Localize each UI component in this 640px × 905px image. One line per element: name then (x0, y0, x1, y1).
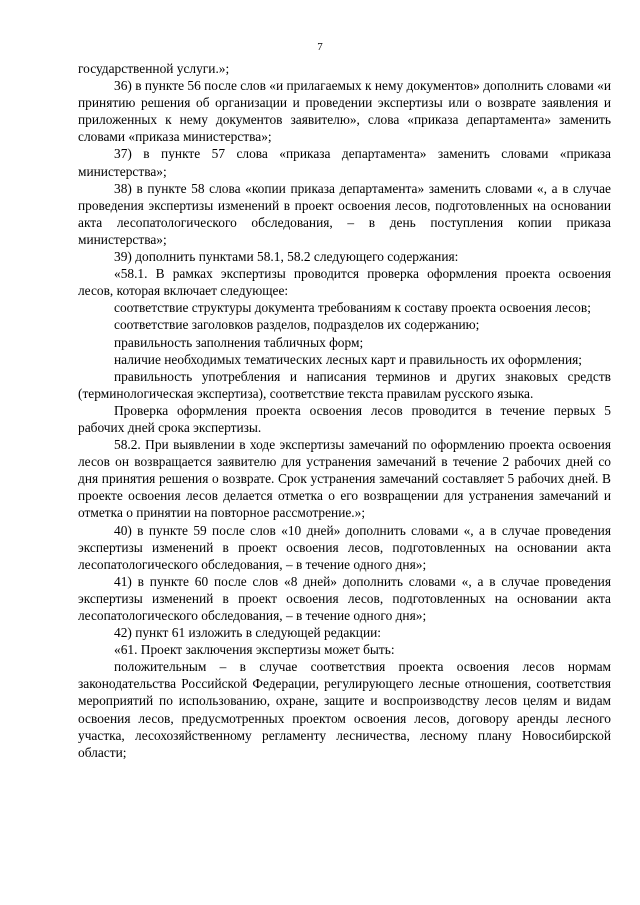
paragraph: 41) в пункте 60 после слов «8 дней» дополнить словами «, а в случае проведения экспертизы изменений в проект освоения лесов, подготовленных на основании акта лесопатологического обследования, – в течение одного дня»; (78, 573, 611, 623)
paragraph: соответствие заголовков разделов, подразделов их содержанию; (114, 317, 480, 333)
paragraph: правильность заполнения табличных форм; (114, 334, 364, 350)
paragraph: положительным – в случае соответствия проекта освоения лесов нормам законодательства Российской Федерации, регулирующего лесные отношения, соответствия мероприятий по использованию, охране, защите и воспроизводству лесов целям и видам освоения лесов, предусмотренных проектом освоения лесов, договору аренды лесного участка, лесохозяйственному регламенту лесничества, лесному плану Новосибирской области; (78, 659, 611, 760)
paragraph: наличие необходимых тематических лесных карт и правильность их оформления; (114, 351, 583, 367)
paragraph: «61. Проект заключения экспертизы может быть: (114, 642, 395, 658)
document-body (78, 60, 611, 761)
paragraph: 40) в пункте 59 после слов «10 дней» дополнить словами «, а в случае проведения экспертизы изменений в проект освоения лесов, подготовленных на основании акта лесопатологического обследования, – в течение одного дня»; (78, 522, 611, 572)
paragraph: 42) пункт 61 изложить в следующей редакции: (114, 625, 382, 641)
paragraph: 39) дополнить пунктами 58.1, 58.2 следующего содержания: (114, 249, 459, 265)
paragraph: 37) в пункте 57 слова «приказа департамента» заменить словами «приказа министерства»; (78, 146, 611, 179)
paragraph: 58.2. При выявлении в ходе экспертизы замечаний по оформлению проекта освоения лесов он возвращается заявителю для устранения замечаний в течение 2 рабочих дней со дня принятия решения о возврате. Срок устранения замечаний составляет 5 рабочих дней. В проекте освоения лесов делается отметка о его возвращении для устранения замечаний и отметка о принятии на повторное рассмотрение.»; (78, 437, 611, 521)
paragraph: правильность употребления и написания терминов и других знаковых средств (терминологическая экспертиза), соответствие текста правилам русского языка. (78, 368, 611, 401)
paragraph: 38) в пункте 58 слова «копии приказа департамента» заменить словами «, а в случае проведения экспертизы изменений в проект освоения лесов, подготовленных на основании акта лесопатологического обследования, – в день поступления копии приказа министерства»; (78, 180, 611, 247)
paragraph: Проверка оформления проекта освоения лесов проводится в течение первых 5 рабочих дней срока экспертизы. (78, 402, 611, 435)
paragraph: соответствие структуры документа требованиям к составу проекта освоения лесов; (114, 300, 591, 316)
paragraph: 36) в пункте 56 после слов «и прилагаемых к нему документов» дополнить словами «и принятию решения об организации и проведении экспертизы или о возврате заявления и приложенных к нему документов заявителю», слова «приказа департамента» заменить словами «приказа министерства»; (78, 78, 611, 145)
page-number: 7 (317, 41, 323, 53)
paragraph: государственной услуги.»; (78, 61, 230, 76)
paragraph: «58.1. В рамках экспертизы проводится проверка оформления проекта освоения лесов, которая включает следующее: (78, 266, 611, 299)
